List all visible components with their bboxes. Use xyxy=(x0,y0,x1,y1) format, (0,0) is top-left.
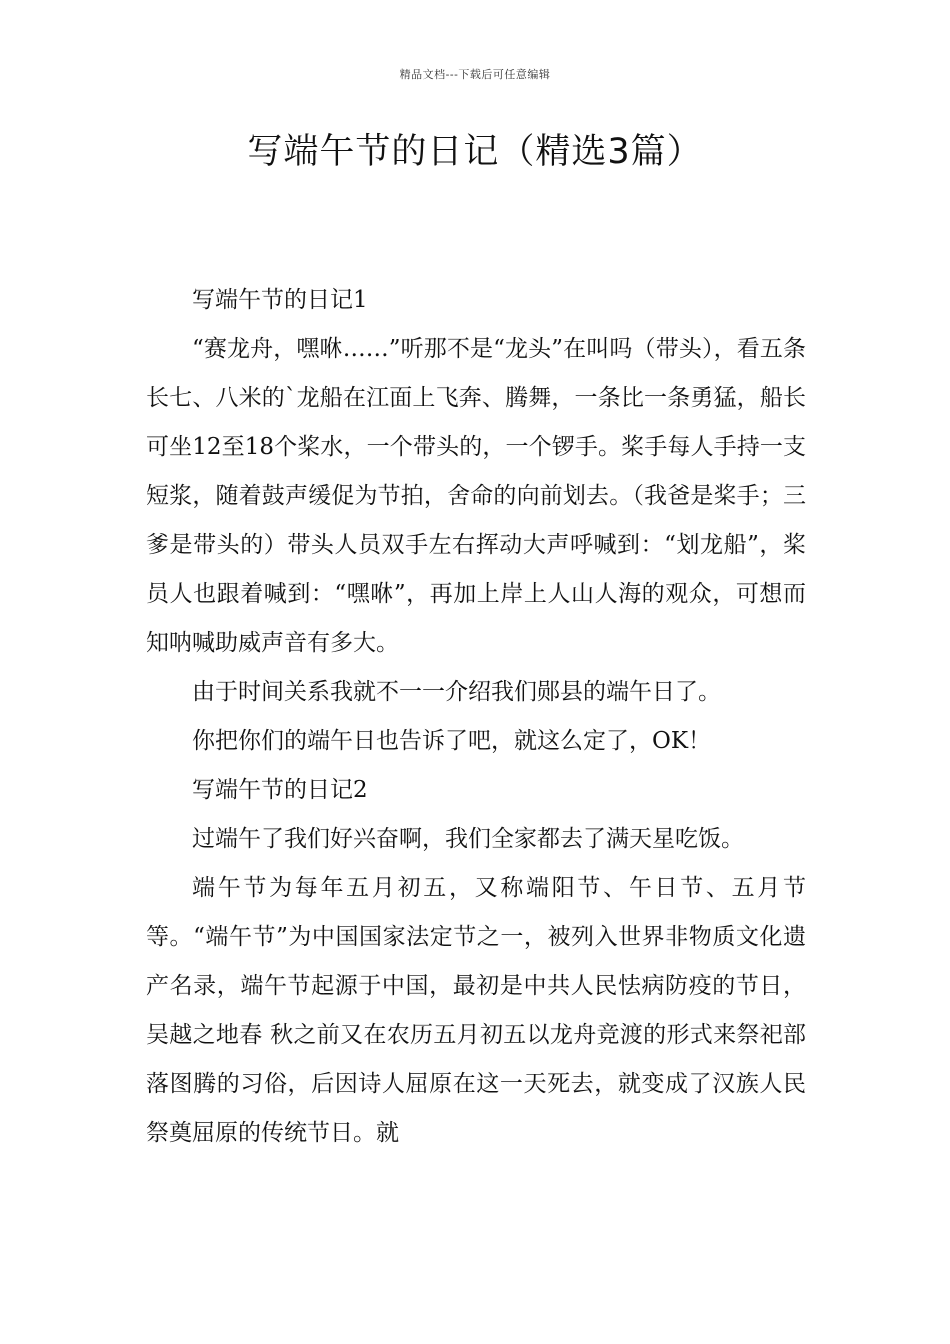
body-paragraph: 由于时间关系我就不一一介绍我们郧县的端午日了。 xyxy=(192,679,721,705)
body-paragraph: 你把你们的端午日也告诉了吧，就这么定了，OK！ xyxy=(192,728,712,754)
body-paragraph: 端午节为每年五月初五，又称端阳节、午日节、五月节等。“端午节”为中国国家法定节之一，被列入世界非物质文化遗产名录，端午节起源于中国，最初是中共人民怯病防疫的节日，吴越之地春 秋之前又在农历五月初五以龙舟竞渡的形式来祭祀部落图腾的习俗，后因诗人屈原在这一天死去，就变成了汉族人民祭奠屈原的传统节日。就 xyxy=(146,875,806,1146)
header-note: 精品文档---下载后可任意编辑 xyxy=(399,68,551,81)
body-paragraph: 过端午了我们好兴奋啊，我们全家都去了满天星吃饭。 xyxy=(192,826,744,852)
document-body xyxy=(146,276,806,1158)
body-paragraph: “赛龙舟，嘿咻……”听那不是“龙头”在叫吗（带头），看五条长七、八米的`龙船在江面上飞奔、腾舞，一条比一条勇猛，船长可坐12至18个桨水，一个带头的，一个锣手。桨手每人手持一支短浆，随着鼓声缓促为节拍，舍命的向前划去。（我爸是桨手；三爹是带头的）带头人员双手左右挥动大声呼喊到：“划龙船”，桨员人也跟着喊到：“嘿咻”，再加上岸上人山人海的观众，可想而知呐喊助威声音有多大。 xyxy=(146,336,806,656)
document-title: 写端午节的日记（精选3篇） xyxy=(247,132,703,172)
diary-heading-1: 写端午节的日记1 xyxy=(192,287,368,313)
diary-heading-2: 写端午节的日记2 xyxy=(192,777,368,803)
